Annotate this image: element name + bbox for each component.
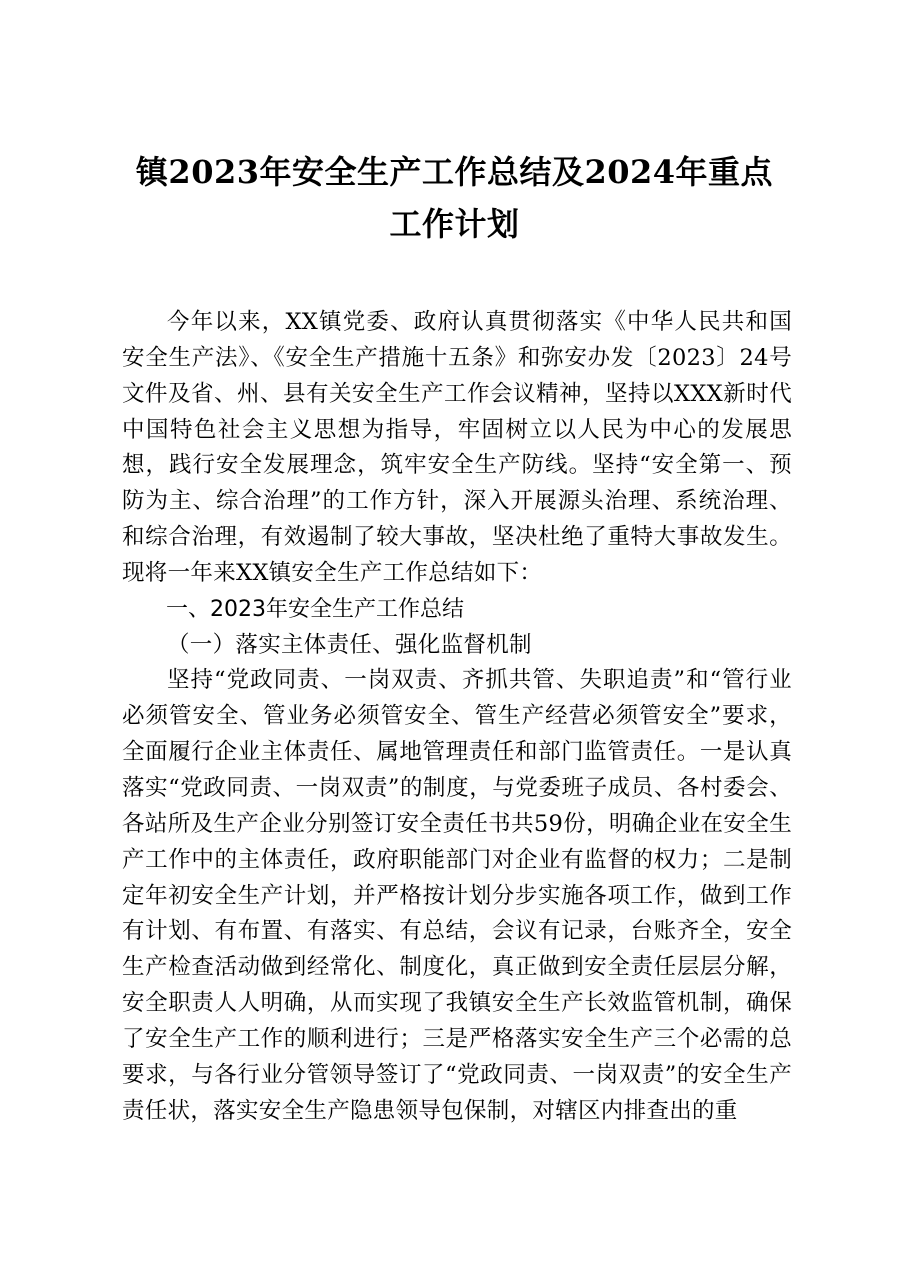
document-body <box>122 305 792 1129</box>
intro-paragraph: 今年以来，XX镇党委、政府认真贯彻落实《中华人民共和国安全生产法》、《安全生产措施十五条》和弥安办发〔2023〕24号文件及省、州、县有关安全生产工作会议精神，坚持以XXX新时代中国特色社会主义思想为指导，牢固树立以人民为中心的发展思想，践行安全发展理念，筑牢安全生产防线。坚持“安全第一、预防为主、综合治理”的工作方针，深入开展源头治理、系统治理、和综合治理，有效遏制了较大事故，坚决杜绝了重特大事故发生。现将一年来XX镇安全生产工作总结如下： <box>122 309 792 586</box>
subsection-paragraph: 坚持“党政同责、一岗双责、齐抓共管、失职追责”和“管行业必须管安全、管业务必须管安全、管生产经营必须管安全”要求，全面履行企业主体责任、属地管理责任和部门监管责任。一是认真落实“党政同责、一岗双责”的制度，与党委班子成员、各村委会、各站所及生产企业分别签订安全责任书共59份，明确企业在安全生产工作中的主体责任，政府职能部门对企业有监督的权力；二是制定年初安全生产计划，并严格按计划分步实施各项工作，做到工作有计划、有布置、有落实、有总结，会议有记录，台账齐全，安全生产检查活动做到经常化、制度化，真正做到安全责任层层分解，安全职责人人明确，从而实现了我镇安全生产长效监管机制，确保了安全生产工作的顺利进行；三是严格落实安全生产三个必需的总要求，与各行业分管领导签订了“党政同责、一岗双责”的安全生产责任状，落实安全生产隐患领导包保制，对辖区内排查出的重 <box>122 667 792 1124</box>
section-heading: 一、2023年安全生产工作总结 <box>166 596 464 622</box>
document-title: 镇2023年安全生产工作总结及2024年重点工作计划 <box>135 153 774 243</box>
subsection-heading: （一）落实主体责任、强化监督机制 <box>167 631 532 658</box>
